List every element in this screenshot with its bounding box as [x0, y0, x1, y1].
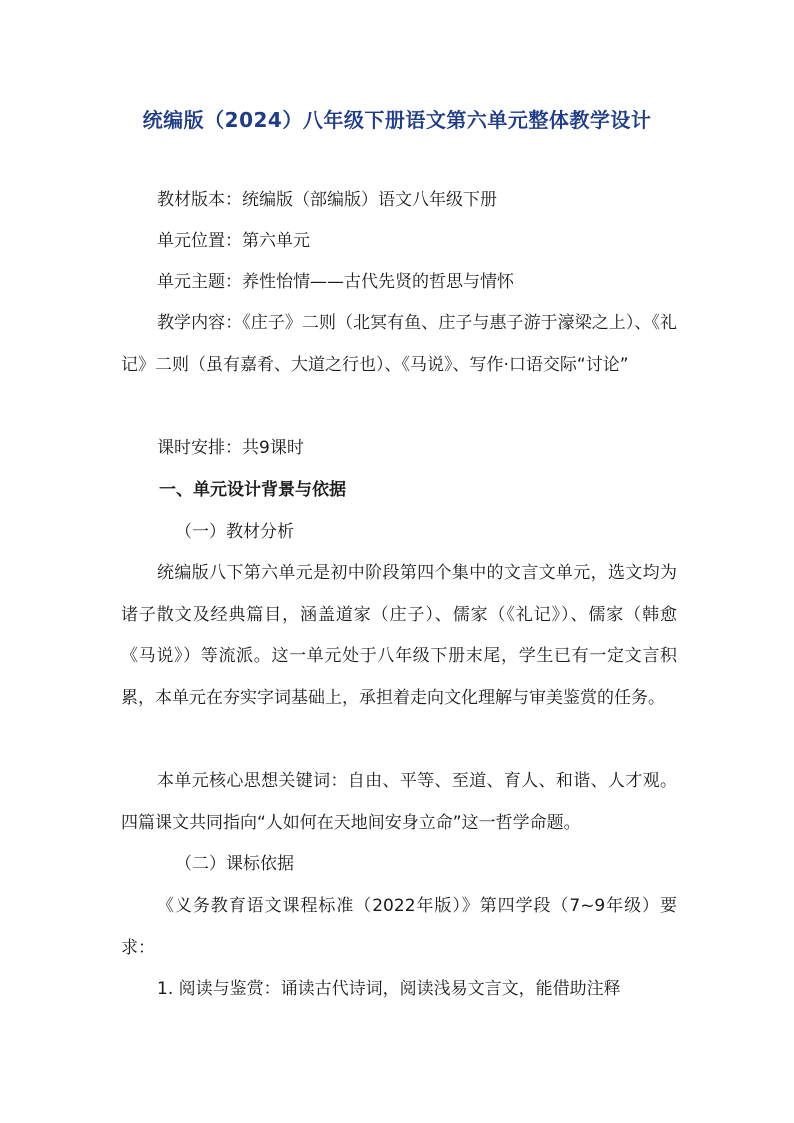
meta-edition: 教材版本：统编版（部编版）语文八年级下册 — [157, 190, 497, 210]
document-title: 统编版（2024）八年级下册语文第六单元整体教学设计 — [142, 108, 652, 132]
analysis-paragraph-1: 统编版八下第六单元是初中阶段第四个集中的文言文单元，选文均为诸子散文及经典篇目，涵盖道家（庄子）、儒家（《礼记》）、儒家（韩愈《马说》）等流派。这一单元处于八年级下册末尾，学生已有一定文言积累，本单元在夯实字词基础上，承担着走向文化理解与审美鉴赏的任务。 — [121, 563, 677, 708]
meta-position: 单元位置：第六单元 — [157, 231, 310, 251]
section-heading-1: 一、单元设计背景与依据 — [159, 480, 346, 500]
meta-schedule: 课时安排：共9课时 — [157, 438, 304, 458]
subsection-heading-1: （一）教材分析 — [175, 522, 294, 542]
analysis-paragraph-2: 本单元核心思想关键词：自由、平等、至道、育人、和谐、人才观。四篇课文共同指向“人如何在天地间安身立命”这一哲学命题。 — [121, 771, 677, 833]
meta-content: 教学内容：《庄子》二则（北冥有鱼、庄子与惠子游于濠梁之上）、《礼记》二则（虽有嘉肴、大道之行也）、《马说》、写作·口语交际“讨论” — [121, 313, 677, 375]
standard-item-1: 1. 阅读与鉴赏：诵读古代诗词，阅读浅易文言文，能借助注释 — [157, 979, 621, 999]
subsection-heading-2: （二）课标依据 — [175, 854, 294, 874]
standard-intro: 《义务教育语文课程标准（2022年版）》第四学段（7~9年级）要求： — [121, 896, 677, 958]
meta-theme: 单元主题：养性怡情——古代先贤的哲思与情怀 — [157, 272, 514, 292]
